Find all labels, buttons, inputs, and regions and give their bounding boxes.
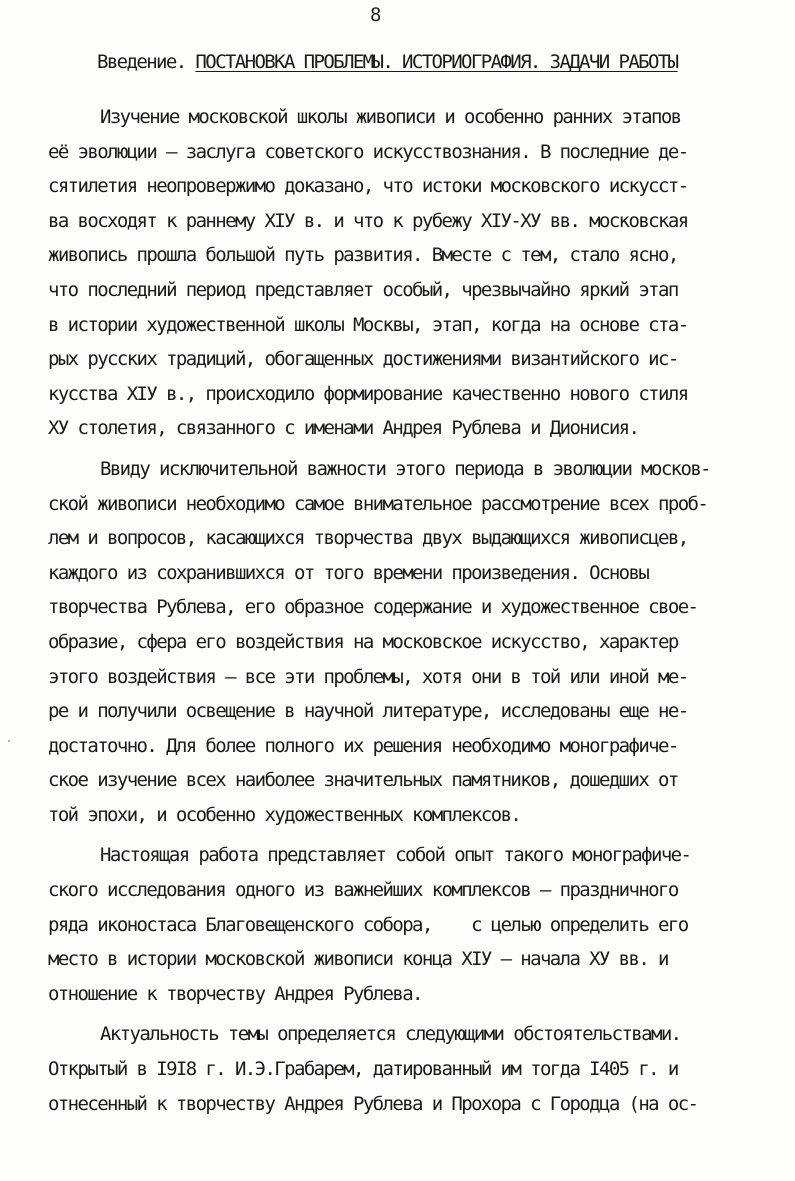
text-line: творчества Рублева, его образное содержание и художественное свое- [48, 596, 698, 619]
text-line: Актуальность темы определяется следующими обстоятельствами. [100, 1023, 681, 1046]
text-line: отношение к творчеству Андрея Рублева. [48, 982, 422, 1005]
text-line: что последний период представляет особый, чрезвычайно яркий этап [48, 278, 678, 301]
text-line: Настоящая работа представляет собой опыт такого монографиче- [100, 844, 691, 867]
text-line: Изучение московской школы живописи и особенно ранних этапов [100, 106, 681, 128]
text-line: ского исследования одного из важнейших комплексов – праздничного [48, 879, 678, 902]
text-line: Ввиду исключительной важности этого периода в эволюции москов- [100, 457, 711, 480]
text-line: ре и получили освещение в научной литературе, исследованы еще не- [48, 700, 688, 723]
page-number: 8 [370, 4, 380, 22]
text-line: кусства XIУ в., происходило формирование качественно нового стиля [48, 382, 688, 405]
text-line: её эволюции – заслуга советского искусствознания. В последние де- [48, 140, 688, 163]
text-line: Открытый в I9I8 г. И.Э.Грабарем, датированный им тогда I405 г. и [48, 1058, 678, 1081]
text-line: место в истории московской живописи конца XIУ – начала XУ вв. и [48, 948, 668, 971]
text-line: лем и вопросов, касающихся творчества двух выдающихся живописцев, [48, 527, 688, 550]
margin-dot [8, 740, 10, 742]
paragraph-4 [48, 1017, 768, 1121]
paragraph-1 [48, 100, 768, 446]
text-line: ское изучение всех наиболее значительных памятников, дошедших от [48, 769, 678, 792]
text-line: каждого из сохранившихся от того времени произведения. Основы [48, 561, 649, 584]
paragraph-2 [48, 452, 768, 833]
text-line: этого воздействия – все эти проблемы, хотя они в той или иной ме- [48, 665, 688, 688]
text-line: ской живописи необходимо самое внимательное рассмотрение всех проб- [48, 492, 708, 515]
text-line: ряда иконостаса Благовещенского собора, с целью определить его [48, 913, 688, 936]
text-line: сятилетия неопровержимо доказано, что истоки московского искусст- [48, 175, 688, 198]
text-line: той эпохи, и особенно художественных комплексов. [48, 803, 521, 826]
text-line: в истории художественной школы Москвы, этап, когда на основе ста- [48, 313, 688, 336]
text-line: достаточно. Для более полного их решения необходимо монографиче- [48, 734, 678, 757]
text-line: образие, сфера его воздействия на московское искусство, характер [48, 630, 678, 653]
text-line: ва восходят к раннему XIУ в. и что к рубежу XIУ-XУ вв. московская [48, 209, 688, 232]
body-text [48, 100, 768, 1127]
text-line: XУ столетия, связанного с именами Андрея Рублева и Дионисия. [48, 417, 639, 440]
heading-title: ПОСТАНОВКА ПРОБЛЕМЫ. ИСТОРИОГРАФИЯ. ЗАДАЧИ РАБОТЫ [195, 51, 678, 73]
text-line: отнесенный к творчеству Андрея Рублева и Прохора с Городца (на ос- [48, 1092, 698, 1115]
heading-prefix: Введение. [97, 51, 186, 73]
section-heading [97, 47, 678, 77]
text-line: живопись прошла большой путь развития. Вместе с тем, стало ясно, [48, 244, 678, 267]
text-line: рых русских традиций, обогащенных достижениями византийского ис- [48, 348, 678, 371]
paragraph-3 [48, 838, 768, 1011]
